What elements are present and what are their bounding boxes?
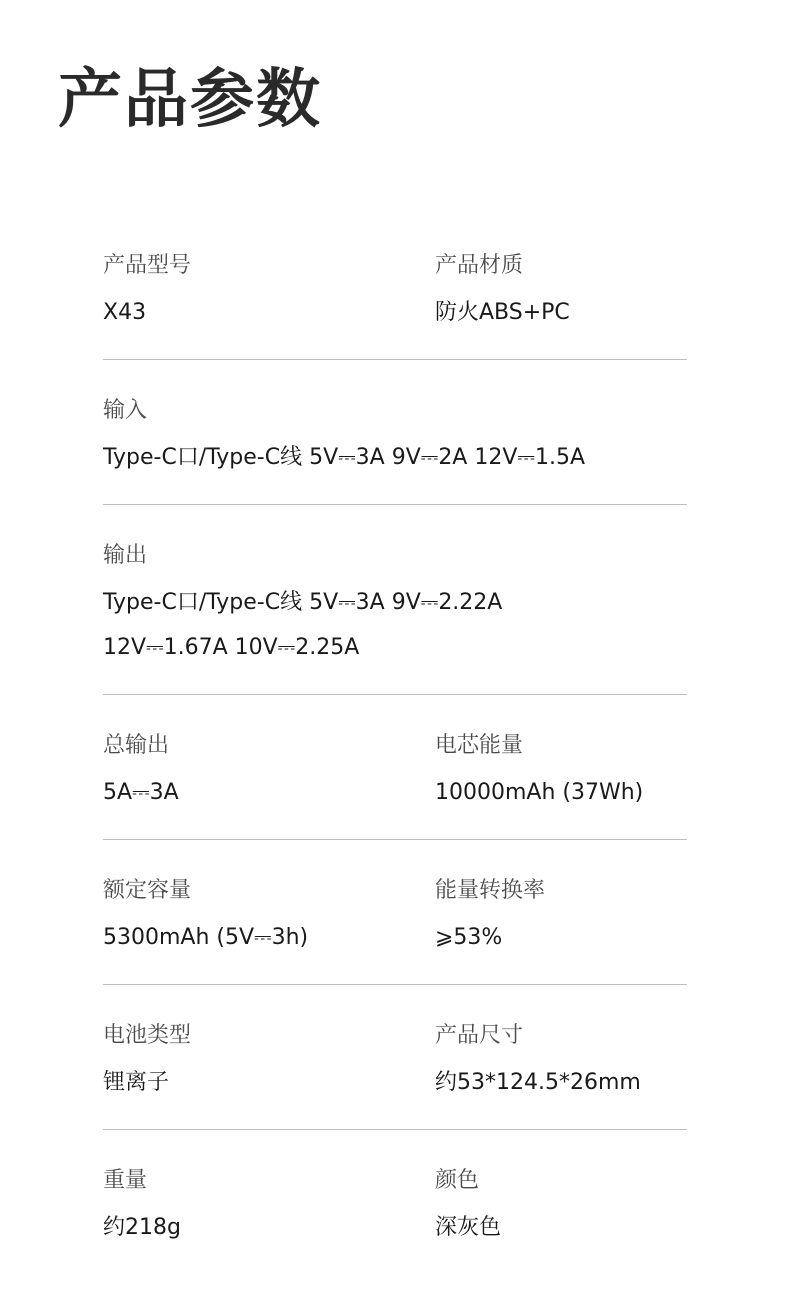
spec-model: [103, 246, 191, 335]
spec-model-label: 产品型号: [103, 253, 192, 278]
spec-input-label: 输入: [103, 398, 148, 423]
spec-cell-capacity-label: 电芯能量: [435, 733, 524, 758]
spec-total-output-label: 总输出: [103, 733, 170, 758]
spec-row-model-material: [103, 246, 687, 360]
spec-total-output: [103, 726, 179, 815]
spec-dimensions: [435, 1016, 641, 1105]
spec-battery-type-label: 电池类型: [103, 1023, 192, 1048]
spec-dimensions-label: 产品尺寸: [435, 1023, 524, 1048]
spec-battery-type-value: 锂离子: [103, 1070, 170, 1095]
spec-rated-capacity-label: 额定容量: [103, 878, 192, 903]
spec-row-battery-dimensions: [103, 985, 687, 1130]
spec-cell-capacity: [435, 726, 643, 815]
spec-material-value: 防火ABS+PC: [435, 300, 570, 325]
spec-model-value: X43: [103, 300, 147, 325]
spec-material: [435, 246, 570, 335]
spec-weight-value: 约218g: [103, 1215, 181, 1240]
spec-cell-capacity-value: 10000mAh (37Wh): [435, 780, 644, 805]
spec-material-label: 产品材质: [435, 253, 524, 278]
spec-battery-type: [103, 1016, 191, 1105]
spec-rated-capacity: [103, 871, 308, 960]
spec-output-label: 输出: [103, 543, 148, 568]
spec-input: [103, 391, 687, 480]
spec-row-total-output-cell-capacity: [103, 695, 687, 840]
spec-input-value: Type-C口/Type-C线 5V⎓3A 9V⎓2A 12V⎓1.5A: [103, 445, 585, 470]
spec-dimensions-value: 约53*124.5*26mm: [435, 1070, 641, 1095]
spec-weight: [103, 1161, 181, 1250]
spec-list: [103, 246, 687, 1240]
spec-conversion-rate-value: ⩾53%: [435, 925, 503, 950]
spec-row-input: [103, 360, 687, 505]
spec-conversion-rate: [435, 871, 545, 960]
spec-color: [435, 1161, 501, 1250]
spec-total-output-value: 5A⎓3A: [103, 780, 179, 805]
spec-row-output: [103, 505, 687, 695]
spec-row-rated-capacity-conversion: [103, 840, 687, 985]
spec-row-weight-color: [103, 1130, 687, 1240]
spec-output-value-line1: Type-C口/Type-C线 5V⎓3A 9V⎓2.22A: [103, 590, 503, 615]
spec-color-label: 颜色: [435, 1168, 480, 1193]
spec-weight-label: 重量: [103, 1168, 148, 1193]
page-title: 产品参数: [58, 63, 322, 137]
spec-rated-capacity-value: 5300mAh (5V⎓3h): [103, 925, 309, 950]
spec-conversion-rate-label: 能量转换率: [435, 878, 546, 903]
spec-output-value-line2: 12V⎓1.67A 10V⎓2.25A: [103, 635, 360, 660]
spec-color-value: 深灰色: [435, 1215, 502, 1240]
spec-output: [103, 536, 687, 670]
